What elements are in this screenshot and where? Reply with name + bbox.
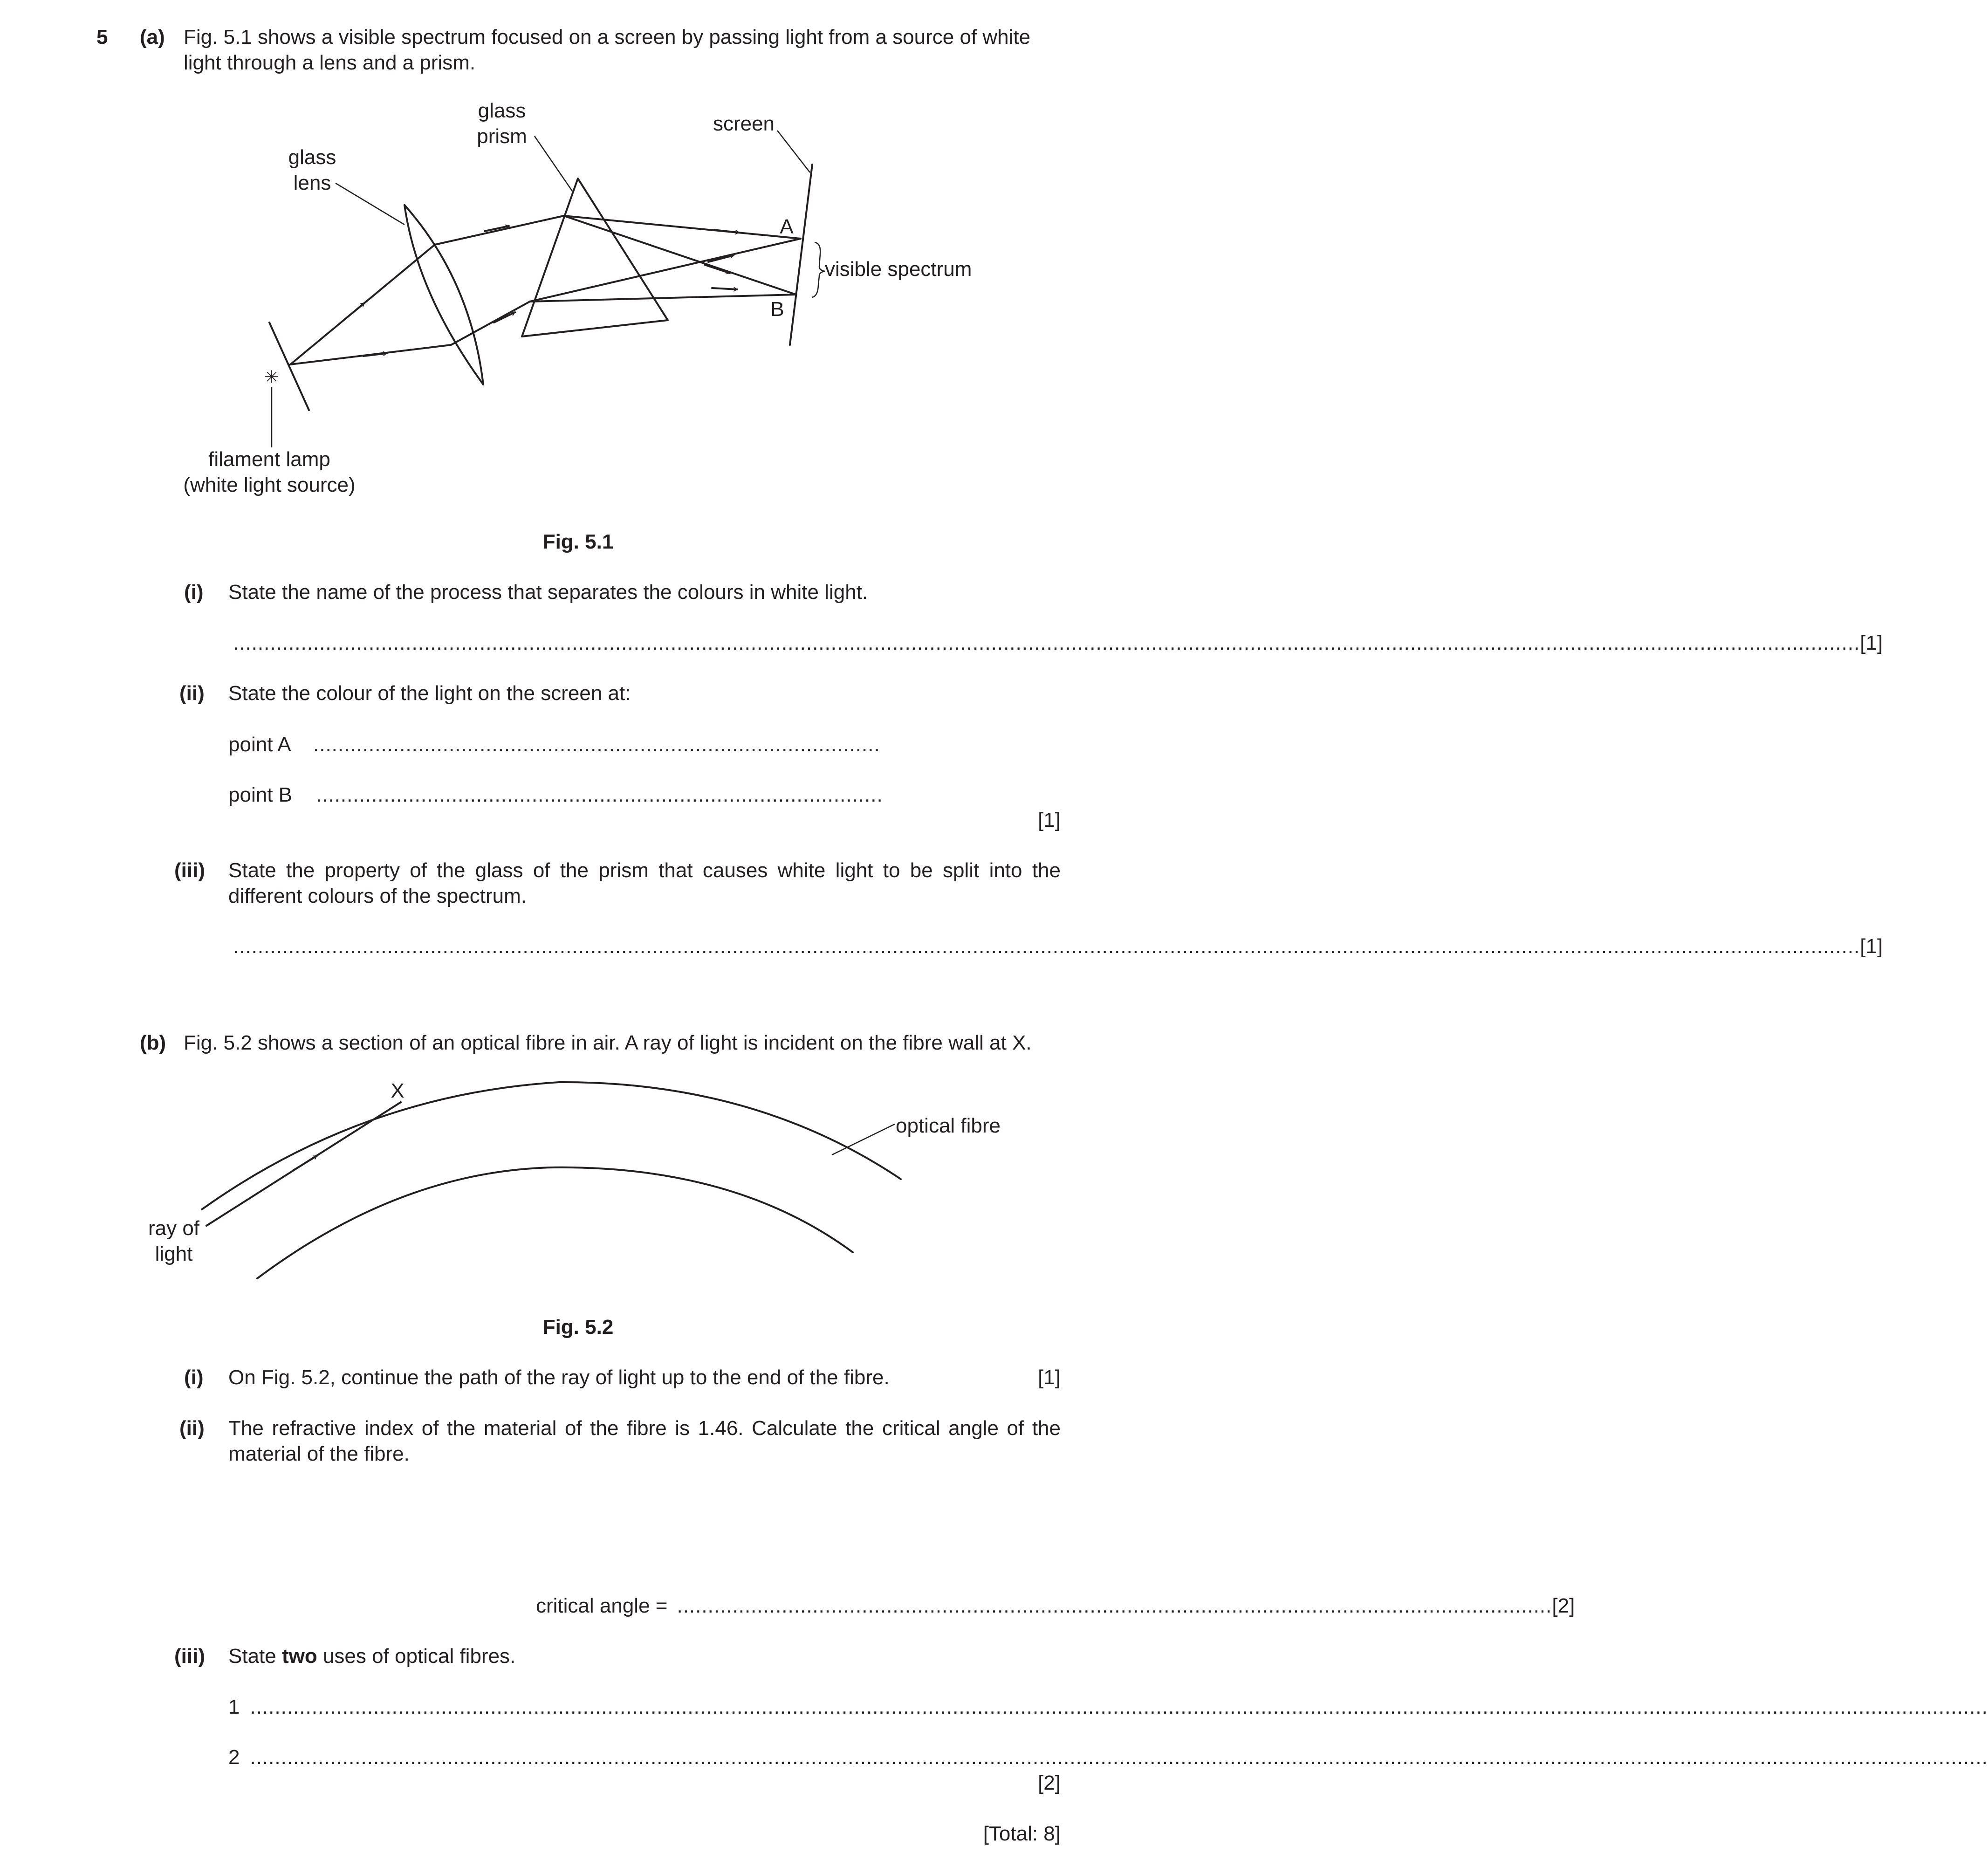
point-b-answer-line[interactable]: ............................................................................................ <box>316 783 883 806</box>
lens-left-surface <box>404 205 483 384</box>
emphasis-two: two <box>281 1645 317 1668</box>
lens-right-surface <box>404 205 483 384</box>
a-iii-question-line1: State the property of the glass of the prism that causes white light to be split into the <box>228 859 1061 882</box>
a-i-marks: [1] <box>1860 632 1883 654</box>
use-2-number: 2 <box>228 1746 240 1769</box>
question-total-marks: [Total: 8] <box>983 1822 1061 1845</box>
b-iii-question: State two uses of optical fibres. <box>228 1645 516 1668</box>
a-i-question: State the name of the process that separates the colours in white light. <box>228 581 868 604</box>
label-lamp-1: filament lamp <box>208 448 330 471</box>
a-i-answer-line[interactable]: ........................................................................................................................................................................................................................................................................ [1] <box>233 630 1033 656</box>
a-ii-question: State the colour of the light on the screen at: <box>228 682 631 705</box>
b-i-question: On Fig. 5.2, continue the path of the ray of light up to the end of the fibre. <box>228 1366 890 1389</box>
lamp-filament-icon: ✳ <box>264 368 279 387</box>
label-glass-lens-1: glass <box>288 146 336 169</box>
lower-ray-red <box>530 239 801 302</box>
point-a-answer-line[interactable]: ............................................................................................ <box>313 733 880 756</box>
lens-leader-line <box>336 183 404 225</box>
label-glass-prism-1: glass <box>478 99 526 122</box>
label-lamp-2: (white light source) <box>183 474 356 496</box>
a-iii-label: (iii) <box>174 859 205 882</box>
fibre-outer-wall <box>202 1082 901 1209</box>
arrow-icon <box>293 1156 317 1171</box>
label-glass-prism-2: prism <box>477 125 527 148</box>
label-glass-lens-2: lens <box>293 172 331 194</box>
fibre-leader-line <box>832 1124 895 1155</box>
critical-angle-label: critical angle = <box>536 1594 668 1617</box>
prism-triangle <box>522 178 668 336</box>
spectrum-brace <box>812 242 825 297</box>
arrow-icon <box>705 265 730 273</box>
use-1-number: 1 <box>228 1696 240 1718</box>
arrow-icon <box>345 303 364 319</box>
b-iii-label: (iii) <box>174 1645 205 1668</box>
figure-5-1-lens-prism-diagram <box>0 0 1156 536</box>
part-a-intro-line1: Fig. 5.1 shows a visible spectrum focused on a screen by passing light from a source of white <box>184 26 1031 48</box>
label-ray-1: ray of <box>148 1217 200 1240</box>
b-ii-question-line2: material of the fibre. <box>228 1442 410 1465</box>
a-i-label: (i) <box>184 581 204 604</box>
screen-line <box>790 165 812 345</box>
b-i-label: (i) <box>184 1366 204 1389</box>
point-b-label: point B <box>228 783 292 806</box>
figure-5-1-caption: Fig. 5.1 <box>542 530 614 553</box>
screen-leader-line <box>777 130 810 172</box>
b-iii-marks: [2] <box>1038 1771 1061 1794</box>
part-b-intro: Fig. 5.2 shows a section of an optical fibre in air. A ray of light is incident on the fibre wall at X. <box>184 1031 1032 1054</box>
a-ii-marks: [1] <box>1038 809 1061 831</box>
b-ii-label: (ii) <box>179 1417 205 1440</box>
lower-ray-in <box>290 302 530 364</box>
b-ii-question-line1: The refractive index of the material of the fibre is 1.46. Calculate the critical angle of the <box>228 1417 1061 1440</box>
label-screen: screen <box>713 112 775 135</box>
label-point-a: A <box>780 215 794 238</box>
arrow-icon <box>494 312 515 323</box>
lower-ray-violet <box>530 295 796 302</box>
a-iii-answer-line[interactable]: ........................................................................................................................................................................................................................................................................ [1] <box>233 934 1033 959</box>
figure-5-2-caption: Fig. 5.2 <box>542 1316 614 1339</box>
critical-angle-answer-row[interactable]: critical angle = .............................................................................................................................................. [2] <box>536 1593 1061 1619</box>
a-ii-label: (ii) <box>179 682 205 705</box>
label-x: X <box>391 1079 404 1102</box>
label-point-b: B <box>770 298 784 321</box>
label-ray-2: light <box>155 1242 193 1265</box>
prism-leader-line <box>535 136 572 191</box>
upper-ray-in <box>290 216 564 364</box>
part-a-intro-line2: light through a lens and a prism. <box>184 51 476 74</box>
question-number: 5 <box>96 26 108 48</box>
use-1-answer-line[interactable]: 1 .......................................................................................................................................................................................................................................................................................... <box>228 1694 1061 1720</box>
use-2-answer-line[interactable]: 2 .......................................................................................................................................................................................................................................................................................... <box>228 1744 1061 1770</box>
label-optical-fibre: optical fibre <box>896 1114 1001 1137</box>
b-i-marks: [1] <box>1038 1366 1061 1389</box>
incident-ray <box>206 1102 401 1226</box>
lamp-reflector-line <box>269 323 309 410</box>
label-visible-spectrum: visible spectrum <box>825 258 972 281</box>
fibre-inner-wall <box>257 1167 853 1278</box>
a-iii-marks: [1] <box>1860 935 1883 958</box>
arrow-icon <box>712 288 737 289</box>
part-a-label: (a) <box>140 26 165 48</box>
point-a-label: point A <box>228 733 291 756</box>
part-b-label: (b) <box>140 1031 166 1054</box>
b-ii-marks: [2] <box>1552 1594 1575 1617</box>
a-iii-question-line2: different colours of the spectrum. <box>228 885 527 907</box>
